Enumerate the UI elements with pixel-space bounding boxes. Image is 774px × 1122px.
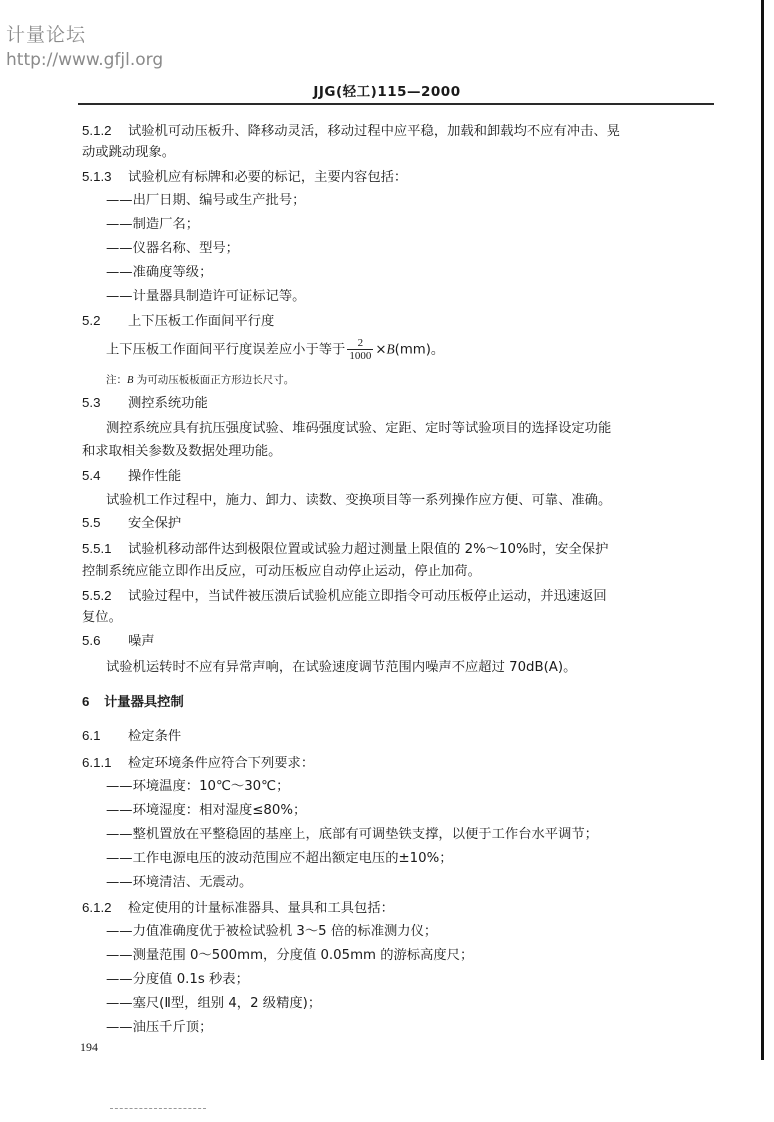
clause-number: 6.1.1 bbox=[82, 755, 112, 770]
variable-b: B bbox=[127, 375, 134, 386]
list-item: ——计量器具制造许可证标记等。 bbox=[106, 289, 306, 304]
section-title: 测控系统功能 bbox=[128, 396, 208, 411]
clause-number: 6.1.2 bbox=[82, 900, 112, 915]
clause-6-1-1-line bbox=[82, 753, 704, 773]
clause-6-1-2-line bbox=[82, 898, 704, 918]
section-title: 检定条件 bbox=[128, 729, 182, 744]
watermark-title: 计量论坛 bbox=[6, 24, 87, 46]
clause-text: 检定使用的计量标准器具、量具和工具包括： bbox=[128, 901, 394, 916]
clause-5-1-2-line-2: 动或跳动现象。 bbox=[82, 145, 176, 160]
clause-number: 5.1.3 bbox=[82, 169, 112, 184]
list-item: ——环境温度：10℃～30℃； bbox=[106, 779, 290, 794]
watermark-url: http://www.gfjl.org bbox=[6, 50, 164, 70]
section-5-4-heading bbox=[82, 466, 704, 486]
page-number: 194 bbox=[80, 1040, 98, 1054]
clause-5-5-1-line-2: 控制系统应能立即作出反应，可动压板应自动停止运动，停止加荷。 bbox=[82, 564, 481, 579]
chapter-6-heading bbox=[82, 692, 704, 712]
fraction bbox=[347, 337, 373, 362]
section-5-3-heading bbox=[82, 393, 704, 413]
section-number: 6.1 bbox=[82, 728, 101, 743]
section-title: 操作性能 bbox=[128, 469, 182, 484]
section-6-1-heading bbox=[82, 726, 704, 746]
list-item: ——环境清洁、无震动。 bbox=[106, 875, 253, 890]
list-item: ——制造厂名； bbox=[106, 217, 200, 232]
page-edge-line bbox=[761, 0, 764, 1060]
section-5-2-heading bbox=[82, 311, 704, 331]
section-number: 5.4 bbox=[82, 468, 101, 483]
note-label: 注： bbox=[106, 374, 127, 386]
clause-5-5-2-line-2: 复位。 bbox=[82, 610, 122, 625]
clause-number: 5.5.1 bbox=[82, 541, 112, 556]
times-sign: × bbox=[375, 342, 387, 358]
section-title: 噪声 bbox=[128, 634, 155, 649]
list-item: ——分度值 0.1s 秒表； bbox=[106, 972, 249, 987]
paragraph-line: 测控系统应具有抗压强度试验、堆码强度试验、定距、定时等试验项目的选择设定功能 bbox=[106, 421, 612, 436]
list-item: ——仪器名称、型号； bbox=[106, 241, 239, 256]
section-number: 5.5 bbox=[82, 515, 101, 530]
paragraph-line: 和求取相关参数及数据处理功能。 bbox=[82, 444, 282, 459]
section-number: 5.6 bbox=[82, 633, 101, 648]
clause-number: 5.1.2 bbox=[82, 123, 112, 138]
chapter-number: 6 bbox=[82, 694, 90, 709]
list-item: ——塞尺(Ⅱ型，组别 4，2 级精度)； bbox=[106, 996, 322, 1011]
list-item: ——力值准确度优于被检试验机 3～5 倍的标准测力仪； bbox=[106, 924, 438, 939]
clause-text: 试验过程中，当试件被压溃后试验机应能立即指令可动压板停止运动，并迅速返回 bbox=[128, 589, 607, 604]
section-5-2-body bbox=[106, 337, 704, 362]
section-title: 上下压板工作面间平行度 bbox=[128, 314, 275, 329]
section-title: 安全保护 bbox=[128, 516, 182, 531]
clause-text: 试验机移动部件达到极限位置或试验力超过测量上限值的 2%～10%时，安全保护 bbox=[128, 542, 609, 557]
variable-b: B bbox=[386, 341, 395, 357]
list-item: ——出厂日期、编号或生产批号； bbox=[106, 193, 306, 208]
clause-5-1-2-line-1 bbox=[82, 121, 704, 141]
section-number: 5.2 bbox=[82, 313, 101, 328]
unit-text: (mm)。 bbox=[394, 342, 445, 358]
paragraph-line: 试验机运转时不应有异常声响，在试验速度调节范围内噪声不应超过 70dB(A)。 bbox=[106, 660, 577, 675]
fraction-denominator: 1000 bbox=[349, 350, 372, 362]
list-item: ——准确度等级； bbox=[106, 265, 213, 280]
clause-5-5-2-line-1 bbox=[82, 586, 704, 606]
section-5-5-heading bbox=[82, 513, 704, 533]
section-number: 5.3 bbox=[82, 395, 101, 410]
list-item: ——油压千斤顶； bbox=[106, 1020, 213, 1035]
document-header-code: JJG(轻工)115—2000 bbox=[313, 84, 461, 100]
footer-dashes bbox=[110, 1108, 206, 1110]
fraction-numerator: 2 bbox=[347, 337, 373, 350]
note-5-2 bbox=[106, 371, 704, 390]
chapter-title: 计量器具控制 bbox=[104, 695, 184, 710]
list-item: ——工作电源电压的波动范围应不超出额定电压的±10%； bbox=[106, 851, 453, 866]
section-5-6-heading bbox=[82, 631, 704, 651]
body-text: 上下压板工作面间平行度误差应小于等于 bbox=[106, 342, 346, 358]
list-item: ——环境湿度：相对湿度≤80%； bbox=[106, 803, 307, 818]
clause-number: 5.5.2 bbox=[82, 588, 112, 603]
clause-text: 试验机可动压板升、降移动灵活，移动过程中应平稳，加载和卸载均不应有冲击、晃 bbox=[128, 124, 620, 139]
paragraph-line: 试验机工作过程中，施力、卸力、读数、变换项目等一系列操作应方便、可靠、准确。 bbox=[106, 493, 612, 508]
clause-5-5-1-line-1 bbox=[82, 539, 704, 559]
header-rule bbox=[78, 103, 714, 105]
list-item: ——整机置放在平整稳固的基座上，底部有可调垫铁支撑，以便于工作台水平调节； bbox=[106, 827, 598, 842]
note-text: 为可动压板板面正方形边长尺寸。 bbox=[133, 374, 295, 386]
clause-text: 试验机应有标牌和必要的标记，主要内容包括： bbox=[128, 170, 408, 185]
clause-5-1-3-line bbox=[82, 167, 704, 187]
list-item: ——测量范围 0～500mm，分度值 0.05mm 的游标高度尺； bbox=[106, 948, 474, 963]
clause-text: 检定环境条件应符合下列要求： bbox=[128, 756, 315, 771]
